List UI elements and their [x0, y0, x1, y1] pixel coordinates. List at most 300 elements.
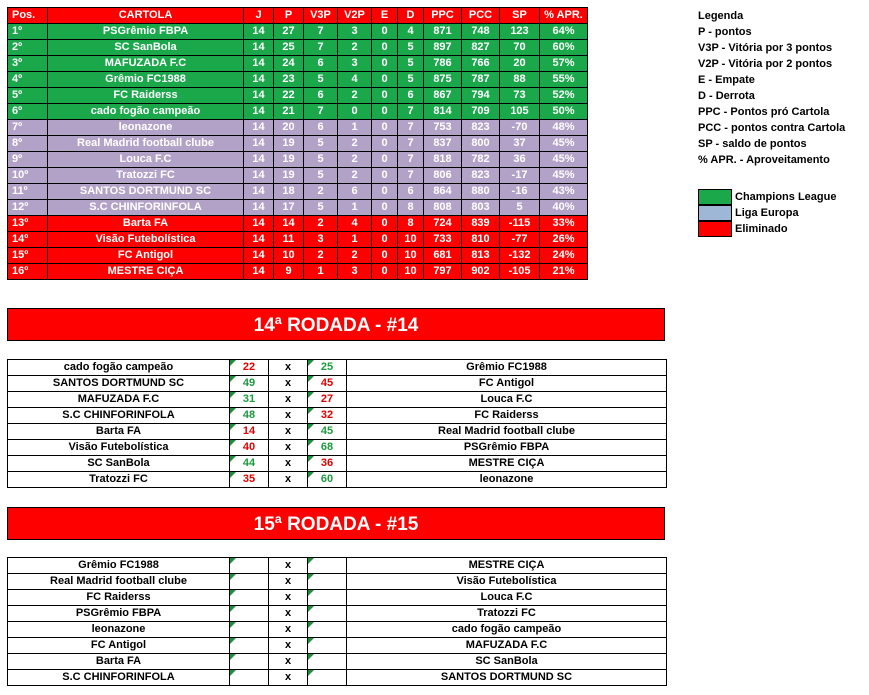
standings-row [8, 88, 588, 104]
cell-apr: 64% [540, 24, 588, 40]
home-team: SANTOS DORTMUND SC [8, 376, 230, 392]
cell-d: 5 [398, 56, 424, 72]
cell-d: 7 [398, 120, 424, 136]
versus-label: x [269, 408, 308, 424]
cell-p: 19 [274, 152, 304, 168]
cell-v2p: 3 [338, 56, 372, 72]
cell-p: 20 [274, 120, 304, 136]
cell-v2p: 2 [338, 136, 372, 152]
zone-label: Champions League [735, 191, 837, 203]
cell-sp: -132 [500, 248, 540, 264]
cell-v3p: 6 [304, 56, 338, 72]
cell-apr: 48% [540, 120, 588, 136]
standings-row [8, 136, 588, 152]
cell-team: Barta FA [48, 216, 244, 232]
cell-team: leonazone [48, 120, 244, 136]
cell-pos: 13º [8, 216, 48, 232]
cell-pcc: 823 [462, 168, 500, 184]
cell-ppc: 818 [424, 152, 462, 168]
cell-d: 8 [398, 216, 424, 232]
home-team: cado fogão campeão [8, 360, 230, 376]
zone-legend [698, 189, 836, 237]
cell-v2p: 3 [338, 24, 372, 40]
cell-v2p: 1 [338, 120, 372, 136]
cell-team: SANTOS DORTMUND SC [48, 184, 244, 200]
away-team: Real Madrid football clube [347, 424, 667, 440]
cell-e: 0 [372, 136, 398, 152]
home-team: Visão Futebolística [8, 440, 230, 456]
match-row [8, 376, 667, 392]
away-score[interactable]: 68 [308, 440, 347, 456]
cell-j: 14 [244, 200, 274, 216]
cell-sp: 88 [500, 72, 540, 88]
cell-e: 0 [372, 120, 398, 136]
round-14-matches [7, 359, 667, 488]
cell-team: MESTRE CIÇA [48, 264, 244, 280]
cell-v2p: 1 [338, 200, 372, 216]
cell-ppc: 681 [424, 248, 462, 264]
standings-row [8, 104, 588, 120]
cell-v3p: 2 [304, 216, 338, 232]
versus-label: x [269, 558, 308, 574]
versus-label: x [269, 670, 308, 686]
cell-j: 14 [244, 152, 274, 168]
cell-v2p: 2 [338, 168, 372, 184]
cell-e: 0 [372, 184, 398, 200]
cell-ppc: 867 [424, 88, 462, 104]
header-pcc: PCC [462, 8, 500, 24]
cell-pcc: 839 [462, 216, 500, 232]
standings-row [8, 200, 588, 216]
cell-e: 0 [372, 168, 398, 184]
zone-europa [698, 205, 836, 221]
cell-apr: 57% [540, 56, 588, 72]
cell-p: 18 [274, 184, 304, 200]
cell-sp: 123 [500, 24, 540, 40]
legend [698, 8, 845, 168]
cell-j: 14 [244, 104, 274, 120]
match-row [8, 472, 667, 488]
cell-p: 21 [274, 104, 304, 120]
cell-ppc: 733 [424, 232, 462, 248]
cell-v3p: 7 [304, 40, 338, 56]
cell-ppc: 724 [424, 216, 462, 232]
cell-ppc: 864 [424, 184, 462, 200]
cell-v3p: 3 [304, 232, 338, 248]
cell-sp: 36 [500, 152, 540, 168]
cell-ppc: 797 [424, 264, 462, 280]
standings-row [8, 216, 588, 232]
round-14-banner: 14ª RODADA - #14 [7, 308, 665, 341]
home-score[interactable]: 48 [230, 408, 269, 424]
cell-pos: 4º [8, 72, 48, 88]
cell-apr: 21% [540, 264, 588, 280]
standings-row [8, 168, 588, 184]
cell-v2p: 3 [338, 264, 372, 280]
round-15-matches [7, 557, 667, 686]
cell-e: 0 [372, 264, 398, 280]
away-score[interactable] [308, 590, 347, 606]
cell-team: Tratozzi FC [48, 168, 244, 184]
standings-row [8, 120, 588, 136]
home-team: S.C CHINFORINFOLA [8, 670, 230, 686]
versus-label: x [269, 638, 308, 654]
cell-v3p: 2 [304, 184, 338, 200]
cell-v3p: 7 [304, 104, 338, 120]
home-team: Barta FA [8, 424, 230, 440]
home-team: S.C CHINFORINFOLA [8, 408, 230, 424]
cell-v3p: 5 [304, 72, 338, 88]
cell-pcc: 823 [462, 120, 500, 136]
away-score[interactable]: 60 [308, 472, 347, 488]
versus-label: x [269, 376, 308, 392]
cell-j: 14 [244, 136, 274, 152]
home-team: FC Raiderss [8, 590, 230, 606]
cell-sp: -115 [500, 216, 540, 232]
home-score[interactable] [230, 558, 269, 574]
home-score[interactable]: 22 [230, 360, 269, 376]
home-team: Tratozzi FC [8, 472, 230, 488]
cell-apr: 33% [540, 216, 588, 232]
cell-pcc: 813 [462, 248, 500, 264]
zone-champions [698, 189, 836, 205]
away-score[interactable] [308, 670, 347, 686]
cell-p: 14 [274, 216, 304, 232]
match-row [8, 606, 667, 622]
away-score[interactable]: 25 [308, 360, 347, 376]
cell-v3p: 6 [304, 120, 338, 136]
cell-pos: 5º [8, 88, 48, 104]
cell-ppc: 871 [424, 24, 462, 40]
cell-apr: 55% [540, 72, 588, 88]
header-apr: % APR. [540, 8, 588, 24]
home-score[interactable] [230, 670, 269, 686]
cell-pos: 14º [8, 232, 48, 248]
zone-label: Eliminado [735, 223, 788, 235]
legend-item: PCC - pontos contra Cartola [698, 122, 846, 134]
away-score[interactable]: 36 [308, 456, 347, 472]
away-team: leonazone [347, 472, 667, 488]
cell-sp: 20 [500, 56, 540, 72]
cell-p: 19 [274, 168, 304, 184]
cell-v2p: 0 [338, 104, 372, 120]
home-score[interactable] [230, 654, 269, 670]
home-score[interactable] [230, 574, 269, 590]
cell-pos: 7º [8, 120, 48, 136]
cell-pcc: 902 [462, 264, 500, 280]
cell-p: 17 [274, 200, 304, 216]
home-score[interactable]: 35 [230, 472, 269, 488]
cell-pos: 12º [8, 200, 48, 216]
home-score[interactable] [230, 638, 269, 654]
cell-e: 0 [372, 88, 398, 104]
cell-d: 4 [398, 24, 424, 40]
match-row [8, 392, 667, 408]
header-pos: Pos. [8, 8, 48, 24]
cell-j: 14 [244, 88, 274, 104]
cell-ppc: 875 [424, 72, 462, 88]
versus-label: x [269, 392, 308, 408]
match-row [8, 558, 667, 574]
cell-v3p: 5 [304, 168, 338, 184]
cell-j: 14 [244, 120, 274, 136]
cell-j: 14 [244, 232, 274, 248]
cell-team: cado fogão campeão [48, 104, 244, 120]
header-p: P [274, 8, 304, 24]
home-score[interactable]: 49 [230, 376, 269, 392]
cell-e: 0 [372, 232, 398, 248]
cell-team: Grêmio FC1988 [48, 72, 244, 88]
away-team: Grêmio FC1988 [347, 360, 667, 376]
away-score[interactable] [308, 558, 347, 574]
away-score[interactable] [308, 638, 347, 654]
header-e: E [372, 8, 398, 24]
cell-pcc: 748 [462, 24, 500, 40]
cell-pcc: 803 [462, 200, 500, 216]
cell-pos: 3º [8, 56, 48, 72]
cell-ppc: 808 [424, 200, 462, 216]
cell-v2p: 2 [338, 248, 372, 264]
cell-sp: -77 [500, 232, 540, 248]
away-score[interactable] [308, 574, 347, 590]
home-score[interactable]: 44 [230, 456, 269, 472]
standings-row [8, 152, 588, 168]
cell-v3p: 1 [304, 264, 338, 280]
cell-team: FC Raiderss [48, 88, 244, 104]
versus-label: x [269, 456, 308, 472]
away-score[interactable] [308, 606, 347, 622]
standings-row [8, 24, 588, 40]
away-team: FC Raiderss [347, 408, 667, 424]
cell-pcc: 766 [462, 56, 500, 72]
zone-swatch [698, 221, 732, 237]
cell-sp: 73 [500, 88, 540, 104]
cell-pos: 6º [8, 104, 48, 120]
away-team: PSGrêmio FBPA [347, 440, 667, 456]
away-team: MAFUZADA F.C [347, 638, 667, 654]
standings-row [8, 264, 588, 280]
away-team: MESTRE CIÇA [347, 558, 667, 574]
cell-sp: 105 [500, 104, 540, 120]
cell-v2p: 2 [338, 152, 372, 168]
cell-p: 9 [274, 264, 304, 280]
home-team: leonazone [8, 622, 230, 638]
cell-p: 24 [274, 56, 304, 72]
home-team: SC SanBola [8, 456, 230, 472]
cell-pcc: 794 [462, 88, 500, 104]
cell-p: 11 [274, 232, 304, 248]
legend-item: PPC - Pontos pró Cartola [698, 106, 830, 118]
cell-e: 0 [372, 40, 398, 56]
cell-ppc: 814 [424, 104, 462, 120]
zone-swatch [698, 205, 732, 221]
cell-e: 0 [372, 216, 398, 232]
cell-v3p: 6 [304, 88, 338, 104]
away-score[interactable]: 27 [308, 392, 347, 408]
cell-v3p: 5 [304, 200, 338, 216]
cell-d: 5 [398, 40, 424, 56]
cell-p: 22 [274, 88, 304, 104]
cell-v3p: 2 [304, 248, 338, 264]
cell-sp: -70 [500, 120, 540, 136]
away-score[interactable]: 45 [308, 376, 347, 392]
cell-p: 25 [274, 40, 304, 56]
cell-apr: 50% [540, 104, 588, 120]
cell-team: Visão Futebolística [48, 232, 244, 248]
cell-pcc: 810 [462, 232, 500, 248]
cell-ppc: 897 [424, 40, 462, 56]
cell-team: MAFUZADA F.C [48, 56, 244, 72]
cell-team: FC Antigol [48, 248, 244, 264]
away-team: Tratozzi FC [347, 606, 667, 622]
standings-header-row [8, 8, 588, 24]
cell-team: S.C CHINFORINFOLA [48, 200, 244, 216]
cell-p: 19 [274, 136, 304, 152]
match-row [8, 440, 667, 456]
cell-pcc: 782 [462, 152, 500, 168]
home-score[interactable] [230, 622, 269, 638]
legend-item: P - pontos [698, 26, 752, 38]
cell-v2p: 4 [338, 216, 372, 232]
away-team: FC Antigol [347, 376, 667, 392]
cell-v3p: 7 [304, 24, 338, 40]
cell-sp: -16 [500, 184, 540, 200]
cell-pcc: 800 [462, 136, 500, 152]
versus-label: x [269, 622, 308, 638]
cell-sp: 37 [500, 136, 540, 152]
cell-d: 10 [398, 232, 424, 248]
home-team: MAFUZADA F.C [8, 392, 230, 408]
cell-v2p: 4 [338, 72, 372, 88]
legend-item: V2P - Vitória por 2 pontos [698, 58, 833, 70]
header-j: J [244, 8, 274, 24]
cell-e: 0 [372, 248, 398, 264]
cell-e: 0 [372, 152, 398, 168]
cell-apr: 45% [540, 136, 588, 152]
standings-row [8, 184, 588, 200]
cell-sp: 70 [500, 40, 540, 56]
away-team: SANTOS DORTMUND SC [347, 670, 667, 686]
cell-d: 6 [398, 88, 424, 104]
standings-row [8, 248, 588, 264]
cell-e: 0 [372, 24, 398, 40]
versus-label: x [269, 590, 308, 606]
cell-apr: 43% [540, 184, 588, 200]
match-row [8, 654, 667, 670]
cell-v2p: 1 [338, 232, 372, 248]
home-score[interactable]: 14 [230, 424, 269, 440]
zone-swatch [698, 189, 732, 205]
match-row [8, 408, 667, 424]
home-team: Real Madrid football clube [8, 574, 230, 590]
match-row [8, 456, 667, 472]
cell-apr: 45% [540, 168, 588, 184]
home-score[interactable] [230, 606, 269, 622]
standings-row [8, 56, 588, 72]
home-team: Grêmio FC1988 [8, 558, 230, 574]
versus-label: x [269, 472, 308, 488]
standings-row [8, 40, 588, 56]
match-row [8, 360, 667, 376]
versus-label: x [269, 424, 308, 440]
cell-apr: 26% [540, 232, 588, 248]
cell-sp: 5 [500, 200, 540, 216]
away-team: Louca F.C [347, 392, 667, 408]
cell-pos: 11º [8, 184, 48, 200]
match-row [8, 638, 667, 654]
header-v2p: V2P [338, 8, 372, 24]
cell-apr: 24% [540, 248, 588, 264]
away-score[interactable]: 45 [308, 424, 347, 440]
cell-e: 0 [372, 104, 398, 120]
cell-v2p: 2 [338, 40, 372, 56]
cell-j: 14 [244, 40, 274, 56]
home-score[interactable] [230, 590, 269, 606]
round-15-banner: 15ª RODADA - #15 [7, 507, 665, 540]
header-v3p: V3P [304, 8, 338, 24]
cell-pos: 10º [8, 168, 48, 184]
versus-label: x [269, 440, 308, 456]
home-score[interactable]: 31 [230, 392, 269, 408]
versus-label: x [269, 574, 308, 590]
home-team: Barta FA [8, 654, 230, 670]
cell-d: 10 [398, 264, 424, 280]
home-score[interactable]: 40 [230, 440, 269, 456]
cell-d: 8 [398, 200, 424, 216]
legend-item: E - Empate [698, 74, 755, 86]
away-team: SC SanBola [347, 654, 667, 670]
cell-ppc: 753 [424, 120, 462, 136]
cell-pos: 8º [8, 136, 48, 152]
cell-sp: -105 [500, 264, 540, 280]
cell-team: Real Madrid football clube [48, 136, 244, 152]
away-team: cado fogão campeão [347, 622, 667, 638]
away-team: Visão Futebolística [347, 574, 667, 590]
cell-sp: -17 [500, 168, 540, 184]
zone-eliminated [698, 221, 836, 237]
cell-pos: 1º [8, 24, 48, 40]
legend-item: V3P - Vitória por 3 pontos [698, 42, 833, 54]
cell-team: PSGrêmio FBPA [48, 24, 244, 40]
cell-apr: 45% [540, 152, 588, 168]
away-score[interactable]: 32 [308, 408, 347, 424]
cell-p: 27 [274, 24, 304, 40]
header-cartola: CARTOLA [48, 8, 244, 24]
header-ppc: PPC [424, 8, 462, 24]
cell-apr: 40% [540, 200, 588, 216]
standings-row [8, 72, 588, 88]
cell-apr: 52% [540, 88, 588, 104]
away-score[interactable] [308, 622, 347, 638]
cell-v2p: 2 [338, 88, 372, 104]
cell-v2p: 6 [338, 184, 372, 200]
cell-e: 0 [372, 56, 398, 72]
cell-d: 7 [398, 168, 424, 184]
legend-item: SP - saldo de pontos [698, 138, 807, 150]
away-team: MESTRE CIÇA [347, 456, 667, 472]
match-row [8, 424, 667, 440]
cell-pcc: 709 [462, 104, 500, 120]
away-team: Louca F.C [347, 590, 667, 606]
cell-ppc: 786 [424, 56, 462, 72]
standings-row [8, 232, 588, 248]
cell-pos: 9º [8, 152, 48, 168]
away-score[interactable] [308, 654, 347, 670]
cell-pcc: 827 [462, 40, 500, 56]
cell-j: 14 [244, 56, 274, 72]
versus-label: x [269, 654, 308, 670]
cell-pos: 2º [8, 40, 48, 56]
